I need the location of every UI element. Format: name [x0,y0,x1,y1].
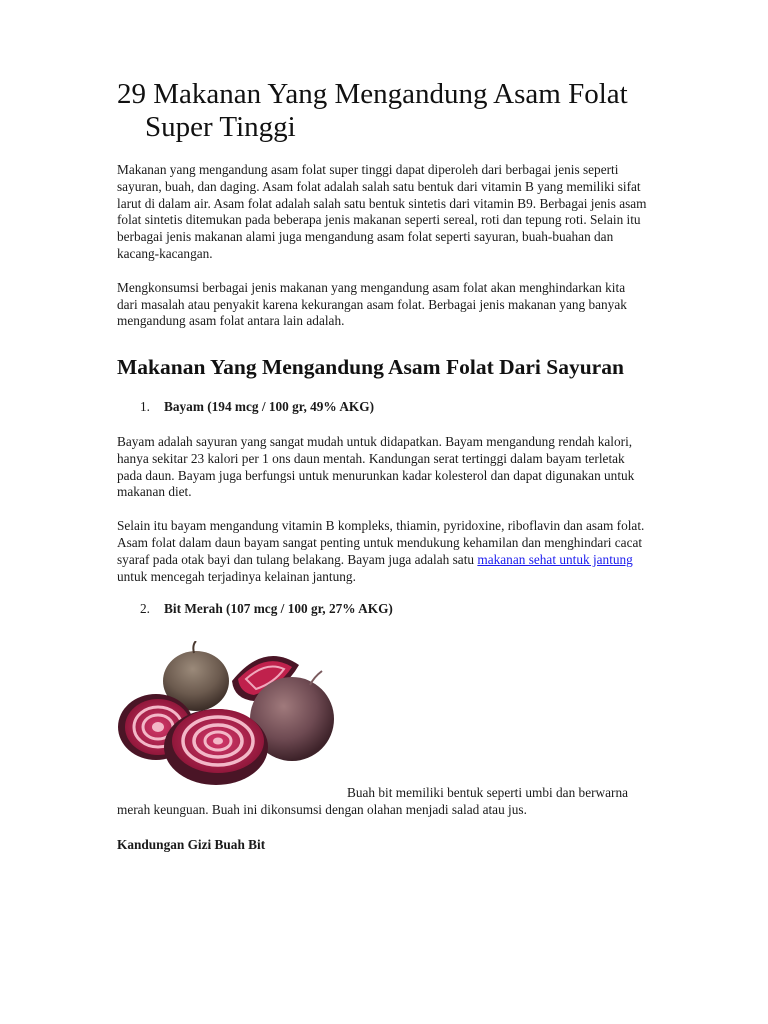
document-page [117,78,647,854]
bayam-paragraph-1: Bayam adalah sayuran yang sangat mudah untuk didapatkan. Bayam mengandung rendah kalori, hanya sekitar 23 kalori per 1 ons daun mentah. Kandungan serat tertinggi dalam bayam terletak pada daun. Bayam juga berfungsi untuk menurunkan kadar kolesterol dan dapat digunakan untuk makanan diet. [117,433,635,500]
heart-healthy-food-link[interactable]: makanan sehat untuk jantung [477,551,633,567]
list-item-label: Bit Merah (107 mcg / 100 gr, 27% AKG) [164,601,393,617]
list-item-bit-merah [117,601,647,618]
paragraph-text: Selain itu bayam mengandung vitamin B kompleks, thiamin, pyridoxine, riboflavin dan asam folat. Asam folat dalam daun bayam sangat penting untuk mendukung kehamilan dan menghindari cacat syaraf pada otak bayi dan tulang belakang. Bayam juga adalah satu [117,518,645,567]
list-number: 2. [140,601,150,617]
list-number: 1. [140,399,150,415]
beetroot-photo [114,641,338,785]
paragraph-text: untuk mencegah terjadinya kelainan jantung. [117,568,356,584]
intro-paragraph-1: Makanan yang mengandung asam folat super tinggi dapat diperoleh dari berbagai jenis seperti sayuran, buah, dan daging. Asam folat adalah salah satu bentuk dari vitamin B yang memiliki sifat larut di dalam air. Asam folat adalah salah satu bentuk sintetis dari vitamin B9. Berbagai jenis asam folat sintetis ditemukan pada beberapa jenis makanan seperti sereal, roti dan tepung roti. Selain itu berbagai jenis makanan alami juga mengandung asam folat seperti sayuran, buah-buahan dan kacang-kacangan. [117,162,647,261]
nutrition-subheading: Kandungan Gizi Buah Bit [117,836,266,852]
list-item-bayam [117,399,647,416]
beet-caption: Buah bit memiliki bentuk seperti umbi dan berwarna merah keunguan. Buah ini dikonsumsi dengan olahan menjadi salad atau jus. [117,785,629,817]
section-heading: Makanan Yang Mengandung Asam Folat Dari Sayuran [117,355,624,380]
intro-paragraph-2: Mengkonsumsi berbagai jenis makanan yang mengandung asam folat akan menghindarkan kita dari masalah atau penyakit karena kekurangan asam folat. Berbagai jenis makanan yang banyak mengandung asam folat antara lain adalah. [117,279,627,329]
list-item-label: Bayam (194 mcg / 100 gr, 49% AKG) [164,399,375,415]
bayam-paragraph-2 [117,518,647,585]
page-title: 29 Makanan Yang Mengandung Asam Folat Super Tinggi [117,78,628,143]
beet-image [117,641,647,785]
